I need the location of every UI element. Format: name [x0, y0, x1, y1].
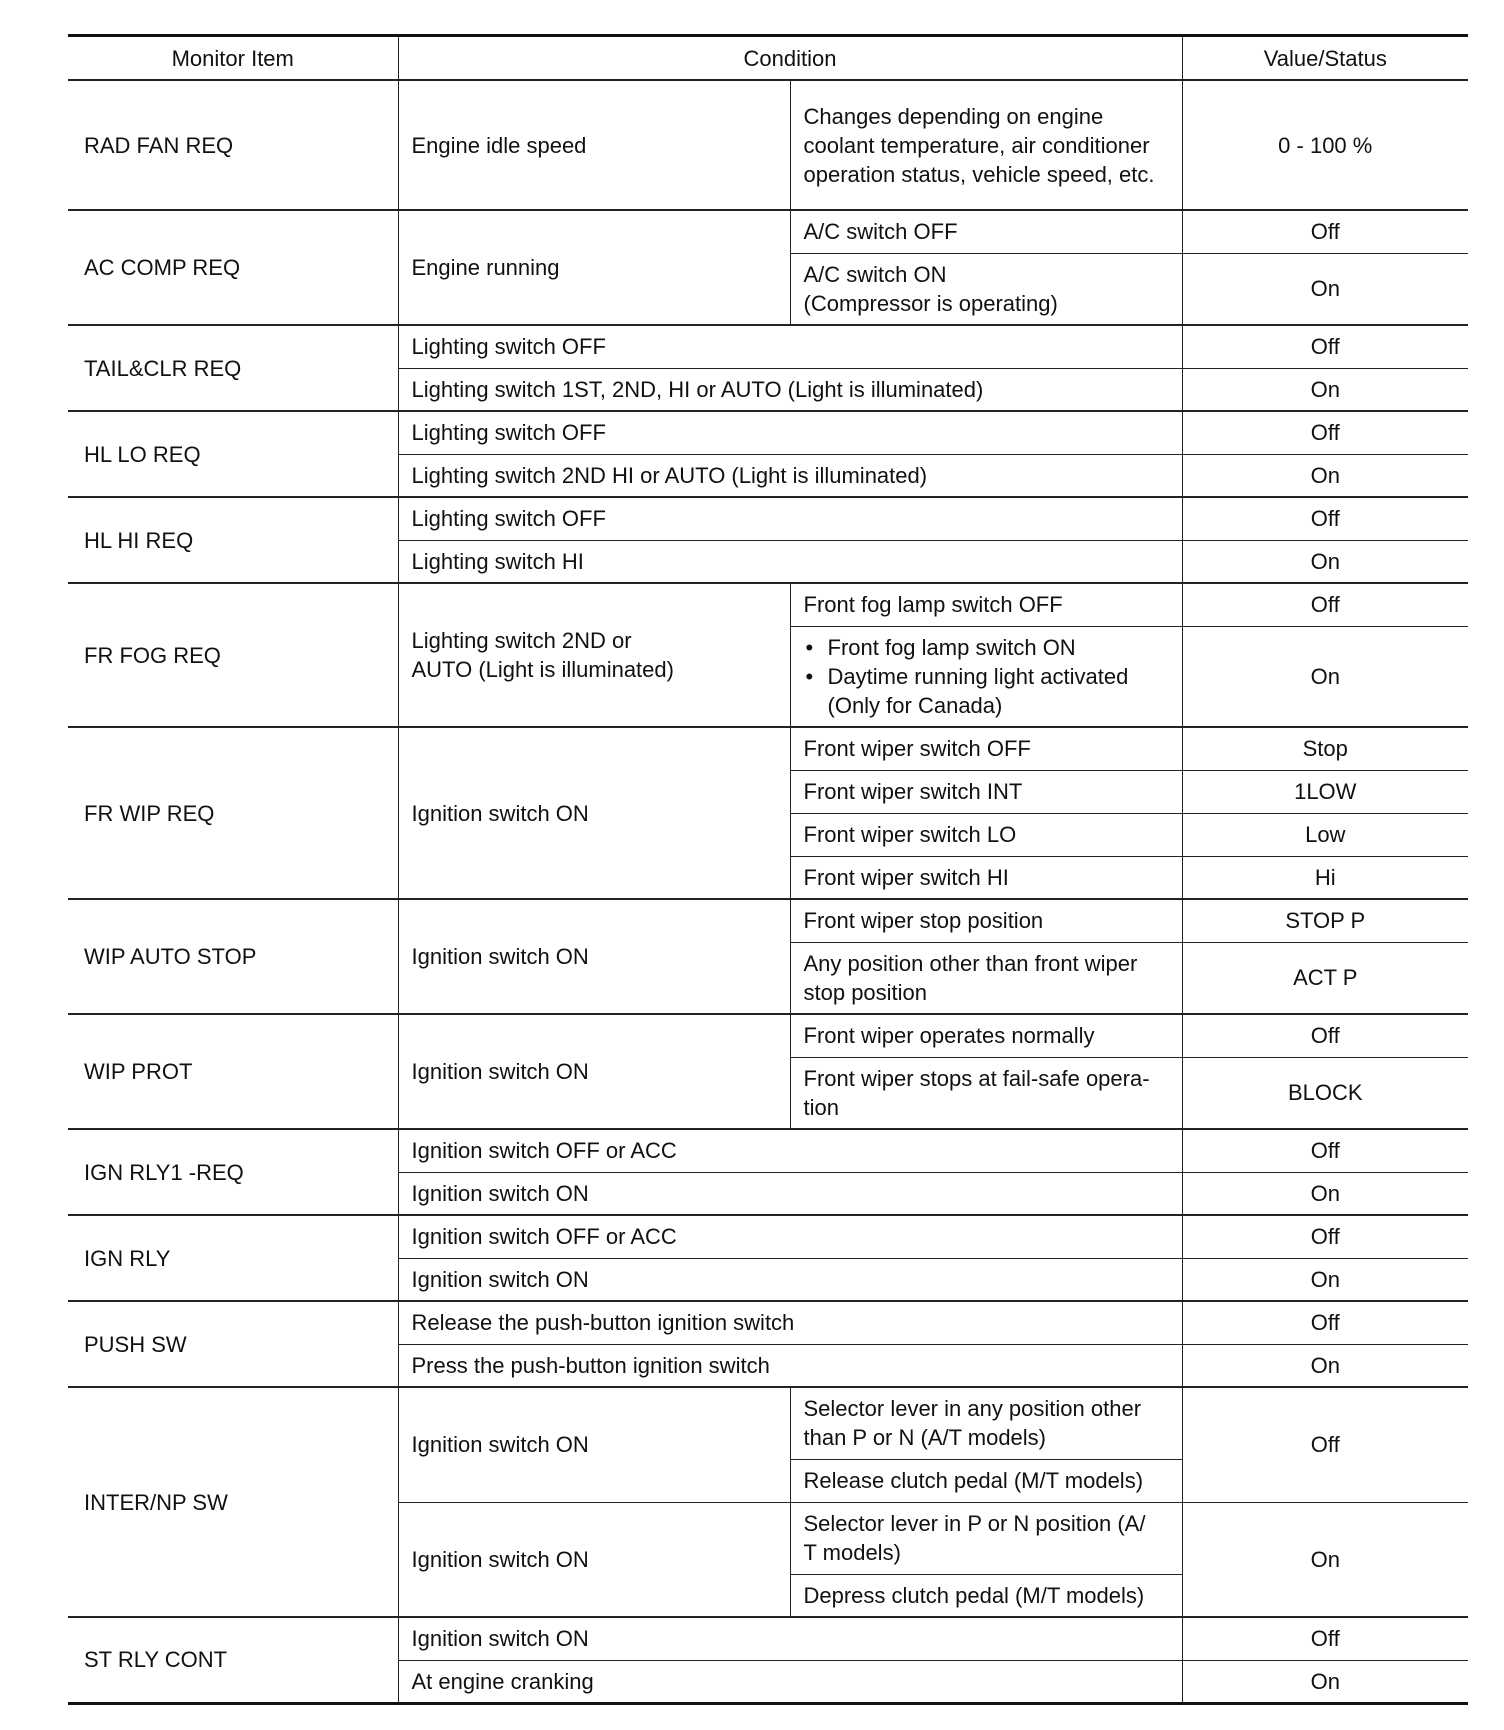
table-header-row [68, 36, 1468, 81]
table-row [68, 411, 1468, 454]
header-monitor-item: Monitor Item [68, 36, 398, 81]
value-cell: On [1182, 368, 1468, 411]
bullet-list [804, 633, 1169, 720]
value-cell: On [1182, 454, 1468, 497]
monitor-item-table [68, 34, 1468, 1705]
sub-condition-cell: Front wiper switch LO [790, 813, 1182, 856]
value-cell: 0 - 100 % [1182, 80, 1468, 210]
value-cell: On [1182, 1502, 1468, 1617]
table-row [68, 1014, 1468, 1057]
condition-cell: At engine cranking [398, 1660, 1182, 1703]
value-cell: Off [1182, 497, 1468, 540]
sub-condition-cell: Front fog lamp switch OFF [790, 583, 1182, 626]
monitor-item-cell: FR WIP REQ [68, 727, 398, 899]
value-cell: Off [1182, 325, 1468, 368]
table-row [68, 80, 1468, 210]
value-cell: Off [1182, 1014, 1468, 1057]
value-cell: On [1182, 626, 1468, 727]
value-cell: ACT P [1182, 942, 1468, 1014]
monitor-item-cell: HL LO REQ [68, 411, 398, 497]
monitor-item-cell: FR FOG REQ [68, 583, 398, 727]
sub-condition-cell: Front wiper switch HI [790, 856, 1182, 899]
sub-condition-cell: A/C switch OFF [790, 210, 1182, 253]
header-condition: Condition [398, 36, 1182, 81]
table-row [68, 583, 1468, 626]
monitor-item-cell: TAIL&CLR REQ [68, 325, 398, 411]
condition-cell: Ignition switch OFF or ACC [398, 1129, 1182, 1172]
table-row [68, 497, 1468, 540]
condition-cell: Ignition switch ON [398, 1502, 790, 1617]
condition-cell: Engine running [398, 210, 790, 325]
sub-condition-cell: Any position other than front wiper stop position [790, 942, 1182, 1014]
monitor-item-cell: ST RLY CONT [68, 1617, 398, 1703]
condition-cell: Ignition switch ON [398, 1172, 1182, 1215]
monitor-item-cell: WIP PROT [68, 1014, 398, 1129]
value-cell: 1LOW [1182, 770, 1468, 813]
value-cell: Off [1182, 1215, 1468, 1258]
condition-cell: Lighting switch OFF [398, 497, 1182, 540]
condition-cell: Ignition switch ON [398, 727, 790, 899]
condition-cell: Lighting switch HI [398, 540, 1182, 583]
sub-condition-cell: Front wiper switch OFF [790, 727, 1182, 770]
monitor-item-cell: HL HI REQ [68, 497, 398, 583]
condition-cell: Lighting switch 1ST, 2ND, HI or AUTO (Light is illuminated) [398, 368, 1182, 411]
value-cell: Off [1182, 210, 1468, 253]
value-cell: On [1182, 540, 1468, 583]
table-row [68, 1617, 1468, 1660]
sub-condition-cell: Front wiper stops at fail-safe opera- tion [790, 1057, 1182, 1129]
monitor-item-cell: RAD FAN REQ [68, 80, 398, 210]
value-cell: BLOCK [1182, 1057, 1468, 1129]
table-row [68, 899, 1468, 942]
table-row [68, 210, 1468, 253]
value-cell: On [1182, 253, 1468, 325]
value-cell: Hi [1182, 856, 1468, 899]
monitor-item-cell: WIP AUTO STOP [68, 899, 398, 1014]
value-cell: Low [1182, 813, 1468, 856]
sub-condition-cell: Front wiper switch INT [790, 770, 1182, 813]
condition-cell: Ignition switch ON [398, 1014, 790, 1129]
value-cell: STOP P [1182, 899, 1468, 942]
value-cell: Off [1182, 411, 1468, 454]
table-row [68, 1215, 1468, 1258]
monitor-item-cell: IGN RLY1 -REQ [68, 1129, 398, 1215]
sub-condition-cell: Depress clutch pedal (M/T models) [790, 1574, 1182, 1617]
value-cell: On [1182, 1344, 1468, 1387]
value-cell: Off [1182, 1617, 1468, 1660]
sub-condition-cell: Release clutch pedal (M/T models) [790, 1459, 1182, 1502]
monitor-item-cell: IGN RLY [68, 1215, 398, 1301]
condition-cell: Ignition switch ON [398, 1617, 1182, 1660]
sub-condition-cell: Selector lever in P or N position (A/ T models) [790, 1502, 1182, 1574]
sub-condition-cell: Front wiper stop position [790, 899, 1182, 942]
monitor-item-cell: PUSH SW [68, 1301, 398, 1387]
value-cell: On [1182, 1172, 1468, 1215]
sub-condition-cell [790, 626, 1182, 727]
sub-condition-cell: A/C switch ON (Compressor is operating) [790, 253, 1182, 325]
condition-cell: Ignition switch OFF or ACC [398, 1215, 1182, 1258]
table-row [68, 1387, 1468, 1459]
value-cell: Off [1182, 1387, 1468, 1502]
condition-cell: Lighting switch OFF [398, 411, 1182, 454]
value-cell: On [1182, 1660, 1468, 1703]
condition-cell: Engine idle speed [398, 80, 790, 210]
table-row [68, 1129, 1468, 1172]
value-cell: Off [1182, 1301, 1468, 1344]
condition-cell: Ignition switch ON [398, 1387, 790, 1502]
value-cell: Off [1182, 583, 1468, 626]
sub-condition-cell: Front wiper operates normally [790, 1014, 1182, 1057]
table-row [68, 1301, 1468, 1344]
table-row [68, 325, 1468, 368]
table-row [68, 727, 1468, 770]
condition-cell: Lighting switch 2ND or AUTO (Light is illuminated) [398, 583, 790, 727]
value-cell: Stop [1182, 727, 1468, 770]
bullet-item: • Front fog lamp switch ON [804, 633, 1169, 662]
condition-cell: Lighting switch OFF [398, 325, 1182, 368]
value-cell: On [1182, 1258, 1468, 1301]
sub-condition-cell: Selector lever in any position other than P or N (A/T models) [790, 1387, 1182, 1459]
condition-cell: Ignition switch ON [398, 899, 790, 1014]
condition-cell: Release the push-button ignition switch [398, 1301, 1182, 1344]
condition-cell: Press the push-button ignition switch [398, 1344, 1182, 1387]
condition-cell: Lighting switch 2ND HI or AUTO (Light is illuminated) [398, 454, 1182, 497]
monitor-item-cell: INTER/NP SW [68, 1387, 398, 1617]
condition-cell: Ignition switch ON [398, 1258, 1182, 1301]
value-cell: Off [1182, 1129, 1468, 1172]
sub-condition-cell: Changes depending on engine coolant temperature, air conditioner operation status, vehicle speed, etc. [790, 80, 1182, 210]
bullet-item: • Daytime running light activated (Only for Canada) [804, 662, 1169, 720]
header-value-status: Value/Status [1182, 36, 1468, 81]
monitor-item-cell: AC COMP REQ [68, 210, 398, 325]
